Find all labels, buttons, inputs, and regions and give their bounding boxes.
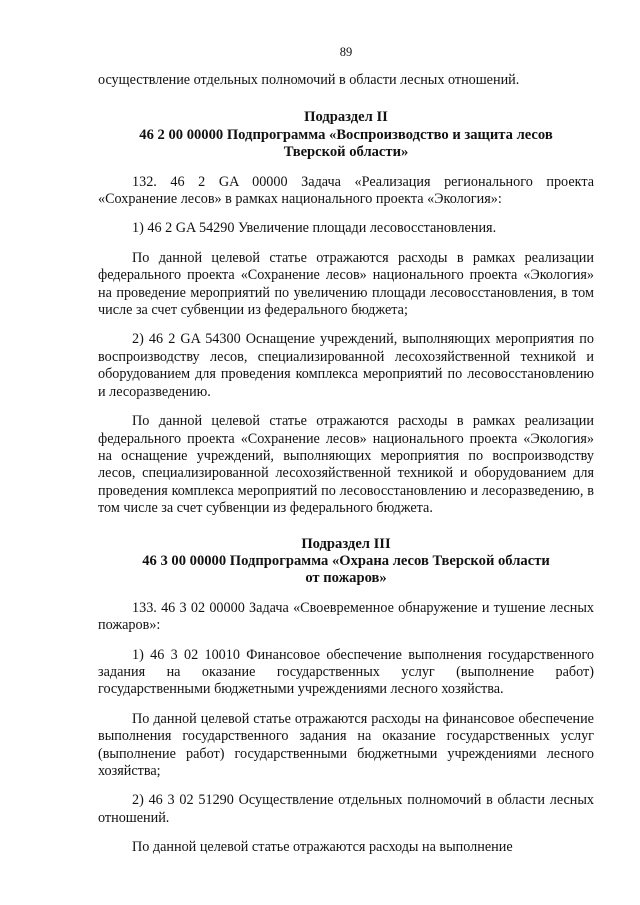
- section-2-label: Подраздел II: [304, 109, 388, 126]
- section-2-title-cont: Тверской области»: [283, 144, 409, 161]
- item-10010-description: По данной целевой статье отражаются расходы на финансовое обеспечение выполнения государственного задания на оказание государственных услуг (выполнение работ) государственными бюджетными учреждениями лесного хозяйства;: [98, 710, 594, 779]
- section-3-title: 46 3 00 00000 Подпрограмма «Охрана лесов Тверской области: [142, 552, 550, 569]
- item-54290-paragraph: 1) 46 2 GA 54290 Увеличение площади лесовосстановления.: [132, 220, 497, 237]
- item-54300-description: По данной целевой статье отражаются расходы в рамках реализации федерального проекта «Сохранение лесов» национального проекта «Экология» на оснащение учреждений, выполняющих мероприятия по воспроизводству лесов, специализированной лесохозяйственной техникой и оборудованием для проведения комплекса мероприятий по лесовосстановлению и лесоразведению, в том числе за счет субвенции из федерального бюджета.: [98, 413, 594, 517]
- item-54290-description: По данной целевой статье отражаются расходы в рамках реализации федерального проекта «Сохранение лесов» национального проекта «Экология» на проведение мероприятий по увеличению площади лесовосстановления, в том числе за счет субвенции из федерального бюджета;: [98, 249, 594, 319]
- section-2-heading: [98, 109, 594, 161]
- item-10010-paragraph: 1) 46 3 02 10010 Финансовое обеспечение выполнения государственного задания на оказание государственных услуг (выполнение работ) государственными бюджетными учреждениями лесного хозяйства.: [98, 646, 594, 698]
- continuation-paragraph: осуществление отдельных полномочий в области лесных отношений.: [98, 72, 520, 88]
- item-51290-description: По данной целевой статье отражаются расходы на выполнение: [132, 839, 513, 856]
- task-133-paragraph: 133. 46 3 02 00000 Задача «Своевременное обнаружение и тушение лесных пожаров»:: [98, 599, 594, 634]
- item-51290-paragraph: 2) 46 3 02 51290 Осуществление отдельных полномочий в области лесных отношений.: [98, 792, 594, 826]
- section-3-heading: [98, 536, 594, 588]
- item-54300-paragraph: 2) 46 2 GA 54300 Оснащение учреждений, выполняющих мероприятия по воспроизводству лесов, специализированной лесохозяйственной техникой и оборудованием для проведения комплекса мероприятий по лесовосстановлению и лесоразведению.: [98, 331, 594, 400]
- task-132-paragraph: 132. 46 2 GA 00000 Задача «Реализация регионального проекта «Сохранение лесов» в рамках национального проекта «Экология»:: [98, 173, 594, 208]
- section-2-title: 46 2 00 00000 Подпрограмма «Воспроизводство и защита лесов: [139, 126, 553, 143]
- page-number: 89: [339, 45, 353, 59]
- section-3-label: Подраздел III: [301, 535, 391, 552]
- section-3-title-cont: от пожаров»: [305, 570, 387, 587]
